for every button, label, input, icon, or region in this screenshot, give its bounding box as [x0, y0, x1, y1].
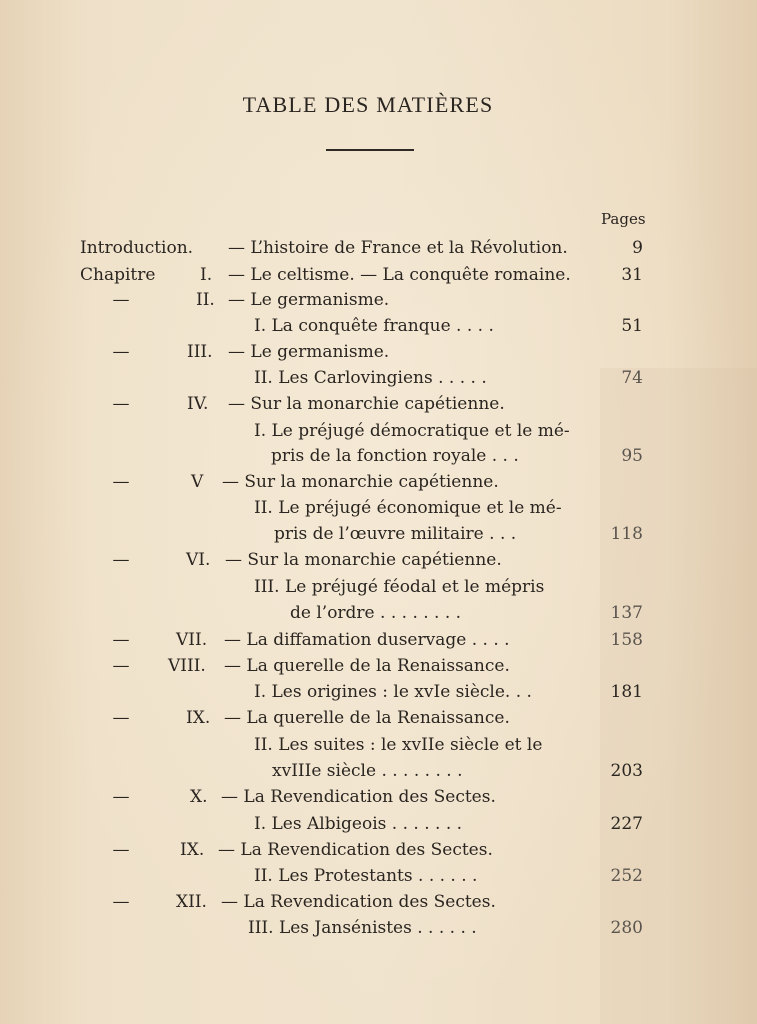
chapter-number: VII. [176, 630, 208, 650]
chapter-title: — Le germanisme. [228, 290, 390, 310]
entry-text: — L’histoire de France et la Révolution. [228, 238, 568, 258]
chapter-title: — Le germanisme. [228, 342, 390, 362]
toc-subentry [0, 680, 757, 704]
pages-column-header: Pages [601, 210, 646, 228]
page-number: 9 [632, 238, 643, 258]
chapitre-label: Chapitre [80, 265, 156, 285]
ditto-dash: — [112, 630, 130, 650]
chapter-number: XII. [176, 892, 207, 912]
chapter-title: — La querelle de la Renaissance. [224, 656, 510, 676]
ditto-dash: — [112, 840, 130, 860]
subentry-text: II. Les Carlovingiens . . . . . [254, 368, 487, 388]
title-rule [326, 149, 414, 151]
ditto-dash: — [112, 787, 130, 807]
toc-entry-chapter [0, 548, 757, 572]
page-number: 95 [621, 446, 643, 466]
subentry-text: III. Le préjugé féodal et le mépris [254, 577, 545, 597]
toc-subentry-continuation [0, 759, 757, 783]
toc-subentry [0, 864, 757, 888]
subentry-text: I. Le préjugé démocratique et le mé- [254, 421, 570, 441]
chapter-number: I. [200, 265, 213, 285]
chapter-title: — Sur la monarchie capétienne. [222, 472, 499, 492]
introduction-label: Introduction. [80, 238, 194, 258]
toc-subentry [0, 366, 757, 390]
toc-entry-chapter [0, 654, 757, 678]
subentry-text: III. Les Jansénistes . . . . . . [248, 918, 477, 938]
ditto-dash: — [112, 394, 130, 414]
subentry-text: xvIIIe siècle . . . . . . . . [272, 761, 463, 781]
page-number: 31 [621, 265, 643, 285]
chapter-title: — La diffamation duservage . . . . [224, 630, 510, 650]
subentry-text: II. Les suites : le xvIIe siècle et le [254, 735, 543, 755]
chapter-title: — La Revendication des Sectes. [221, 787, 496, 807]
toc-subentry-continuation [0, 601, 757, 625]
chapter-number: IV. [187, 394, 209, 414]
toc-subentry-continuation [0, 444, 757, 468]
ditto-dash: — [112, 892, 130, 912]
chapter-title: — La Revendication des Sectes. [221, 892, 496, 912]
page-title: TABLE DES MATIÈRES [242, 92, 494, 117]
page-number: 137 [610, 603, 643, 623]
page-number: 252 [610, 866, 643, 886]
toc-subentry [0, 575, 757, 599]
chapter-title: — Sur la monarchie capétienne. [225, 550, 502, 570]
toc-entry-chapter [0, 628, 757, 652]
subentry-text: pris de l’œuvre militaire . . . [274, 524, 517, 544]
subentry-text: II. Les Protestants . . . . . . [254, 866, 478, 886]
toc-entry-chapter [0, 706, 757, 730]
chapter-number: IX. [186, 708, 211, 728]
toc-entry-chapter [0, 263, 757, 287]
toc-subentry [0, 314, 757, 338]
toc-entry-chapter [0, 470, 757, 494]
chapter-number: VI. [186, 550, 211, 570]
toc-subentry [0, 733, 757, 757]
ditto-dash: — [112, 342, 130, 362]
ditto-dash: — [112, 550, 130, 570]
ditto-dash: — [112, 708, 130, 728]
page-number: 280 [610, 918, 643, 938]
chapter-number: IX. [180, 840, 205, 860]
subentry-text: I. Les origines : le xvIe siècle. . . [254, 682, 532, 702]
page-number: 181 [610, 682, 643, 702]
chapter-number: V [191, 472, 204, 492]
chapter-title: — La querelle de la Renaissance. [224, 708, 510, 728]
page-number: 51 [621, 316, 643, 336]
chapter-title: — Sur la monarchie capétienne. [228, 394, 505, 414]
toc-entry-chapter [0, 288, 757, 312]
toc-entry-chapter [0, 340, 757, 364]
toc-subentry [0, 812, 757, 836]
page-number: 118 [610, 524, 643, 544]
page-number: 227 [610, 814, 643, 834]
toc-subentry [0, 419, 757, 443]
chapter-title: — La Revendication des Sectes. [218, 840, 493, 860]
chapter-number: II. [196, 290, 215, 310]
subentry-text: I. La conquête franque . . . . [254, 316, 494, 336]
ditto-dash: — [112, 290, 130, 310]
toc-entry-chapter [0, 392, 757, 416]
subentry-text: II. Le préjugé économique et le mé- [254, 498, 562, 518]
page-number: 203 [610, 761, 643, 781]
chapter-title: — Le celtisme. — La conquête romaine. [228, 265, 571, 285]
subentry-text: I. Les Albigeois . . . . . . . [254, 814, 463, 834]
page-number: 158 [610, 630, 643, 650]
toc-entry-chapter [0, 785, 757, 809]
ditto-dash: — [112, 472, 130, 492]
toc-subentry [0, 496, 757, 520]
chapter-number: VIII. [168, 656, 206, 676]
toc-subentry [0, 916, 757, 940]
ditto-dash: — [112, 656, 130, 676]
chapter-number: X. [190, 787, 208, 807]
toc-subentry-continuation [0, 522, 757, 546]
toc-entry-chapter [0, 838, 757, 862]
toc-entry-introduction [0, 236, 757, 260]
chapter-number: III. [187, 342, 213, 362]
subentry-text: pris de la fonction royale . . . [271, 446, 519, 466]
toc-entry-chapter [0, 890, 757, 914]
page-number: 74 [621, 368, 643, 388]
subentry-text: de l’ordre . . . . . . . . [290, 603, 462, 623]
